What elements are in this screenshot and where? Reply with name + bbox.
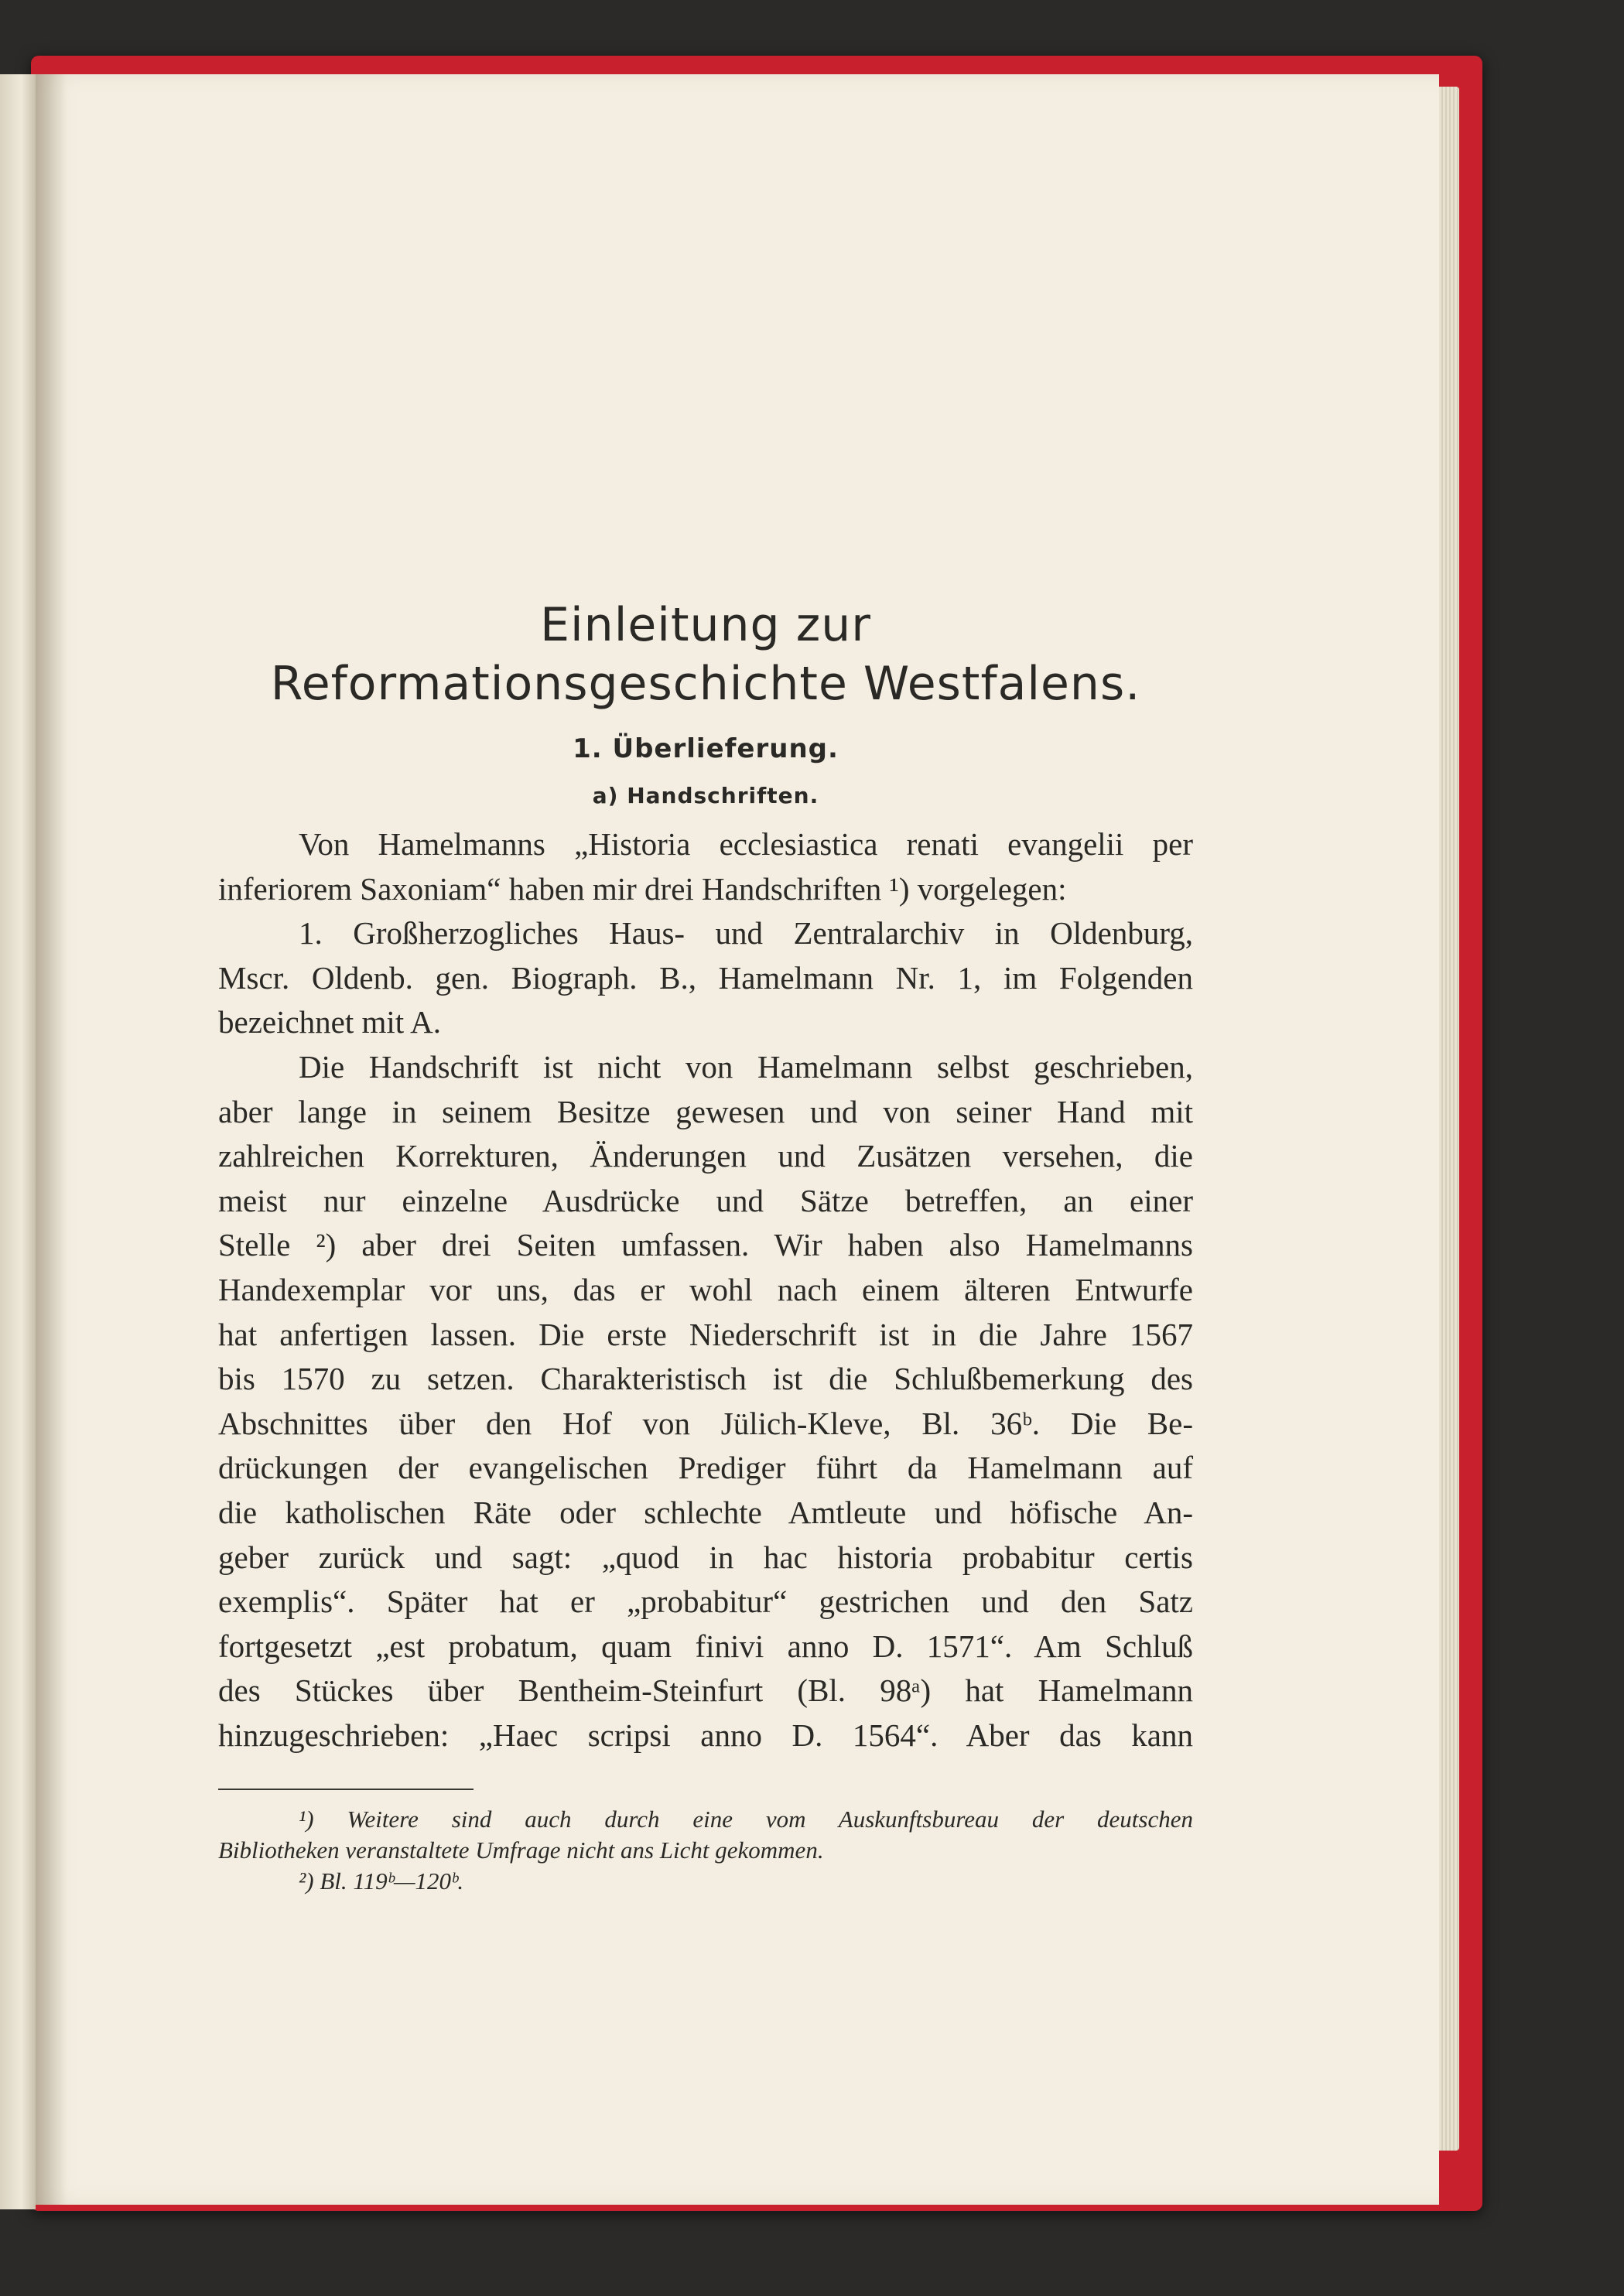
footnote-rule bbox=[218, 1789, 474, 1790]
text-line: bezeichnet mit A. bbox=[218, 1004, 442, 1040]
footnote-line: Bibliotheken veranstaltete Umfrage nicht ans Licht gekommen. bbox=[218, 1836, 824, 1864]
text-line: Die Handschrift ist nicht von Hamelmann selbst geschrieben, bbox=[299, 1048, 1193, 1085]
text-line: geber zurück und sagt: „quod in hac historia probabitur certis bbox=[218, 1539, 1193, 1575]
text-line: exemplis“. Später hat er „probabitur“ gestrichen und den Satz bbox=[218, 1584, 1193, 1620]
left-page-edge bbox=[0, 74, 36, 2209]
page-title bbox=[218, 596, 1193, 713]
footnotes bbox=[218, 1804, 1193, 1897]
footnote-line: ²) Bl. 119ᵇ—120ᵇ. bbox=[299, 1867, 464, 1895]
text-line: inferiorem Saxoniam“ haben mir drei Handschriften ¹) vorgelegen: bbox=[218, 870, 1067, 907]
text-line: aber lange in seinem Besitze gewesen und von seiner Hand mit bbox=[218, 1093, 1193, 1129]
subsection-heading: a) Handschriften. bbox=[592, 783, 819, 808]
footnote-line: ¹) Weitere sind auch durch eine vom Auskunftsbureau der deutschen bbox=[299, 1806, 1193, 1833]
text-line: 1. Großherzogliches Haus- und Zentralarchiv in Oldenburg, bbox=[299, 915, 1193, 952]
text-line: hinzugeschrieben: „Haec scripsi anno D. 1564“. Aber das kann bbox=[218, 1717, 1193, 1753]
text-line: Handexemplar vor uns, das er wohl nach einem älteren Entwurfe bbox=[218, 1271, 1193, 1307]
text-line: bis 1570 zu setzen. Charakteristisch ist die Schlußbemerkung des bbox=[218, 1361, 1193, 1397]
gutter-shadow bbox=[36, 74, 67, 2205]
text-line: fortgesetzt „est probatum, quam finivi anno D. 1571“. Am Schluß bbox=[218, 1628, 1193, 1664]
text-line: Von Hamelmanns „Historia ecclesiastica renati evangelii per bbox=[299, 826, 1193, 862]
text-line: die katholischen Räte oder schlechte Amtleute und höfische An- bbox=[218, 1494, 1193, 1530]
text-line: drückungen der evangelischen Prediger führt da Hamelmann auf bbox=[218, 1450, 1193, 1486]
title-line-1: Einleitung zur bbox=[540, 598, 871, 652]
text-line: Abschnittes über den Hof von Jülich-Kleve, Bl. 36ᵇ. Die Be- bbox=[218, 1405, 1193, 1441]
text-line: Stelle ²) aber drei Seiten umfassen. Wir haben also Hamelmanns bbox=[218, 1227, 1193, 1263]
text-line: meist nur einzelne Ausdrücke und Sätze betreffen, an einer bbox=[218, 1182, 1193, 1218]
page-content bbox=[218, 596, 1193, 1897]
body-text bbox=[218, 822, 1193, 1758]
title-line-2: Reformationsgeschichte Westfalens. bbox=[270, 657, 1141, 711]
text-line: des Stückes über Bentheim-Steinfurt (Bl. 98ᵃ) hat Hamelmann bbox=[218, 1672, 1193, 1709]
text-line: Mscr. Oldenb. gen. Biograph. B., Hamelmann Nr. 1, im Folgenden bbox=[218, 959, 1193, 996]
text-line: hat anfertigen lassen. Die erste Niederschrift ist in die Jahre 1567 bbox=[218, 1316, 1193, 1352]
text-line: zahlreichen Korrekturen, Änderungen und Zusätzen versehen, die bbox=[218, 1138, 1193, 1174]
section-heading: 1. Überlieferung. bbox=[573, 733, 839, 764]
